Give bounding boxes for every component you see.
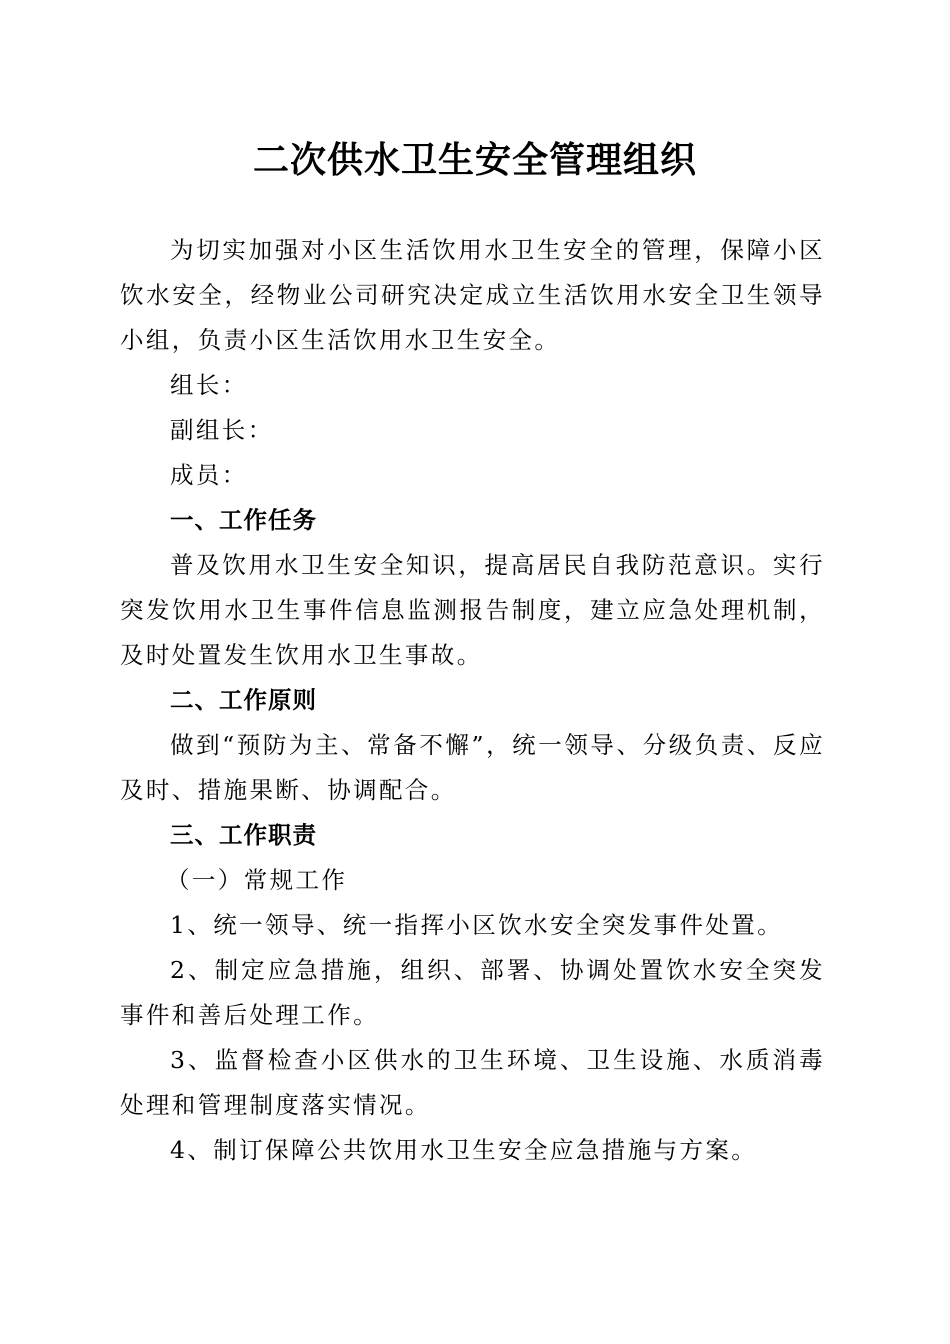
section-text-tasks: 普及饮用水卫生安全知识，提高居民自我防范意识。实行突发饮用水卫生事件信息监测报告制度，建立应急处理机制，及时处置发生饮用水卫生事故。	[120, 551, 825, 669]
duty-item: 3、监督检查小区供水的卫生环境、卫生设施、水质消毒处理和管理制度落实情况。	[120, 1046, 825, 1119]
section-heading-duties: 三、工作职责	[170, 821, 317, 849]
duty-item: 2、制定应急措施，组织、部署、协调处置饮水安全突发事件和善后处理工作。	[120, 956, 825, 1029]
section-text-principles: 做到“预防为主、常备不懈”，统一领导、分级负责、反应及时、措施果断、协调配合。	[120, 731, 825, 804]
section-heading-principles: 二、工作原则	[170, 686, 317, 714]
deputy-leader-line: 副组长：	[170, 416, 274, 444]
intro-paragraph: 为切实加强对小区生活饮用水卫生安全的管理，保障小区饮水安全，经物业公司研究决定成立生活饮用水安全卫生领导小组，负责小区生活饮用水卫生安全。	[120, 236, 825, 354]
document-body	[120, 228, 825, 1173]
subsection-heading-routine: （一）常规工作	[166, 866, 348, 894]
section-heading-tasks: 一、工作任务	[170, 506, 317, 534]
document-title: 二次供水卫生安全管理组织	[252, 139, 697, 181]
members-line: 成员：	[170, 461, 248, 489]
leader-line: 组长：	[170, 371, 248, 399]
duty-item: 1、统一领导、统一指挥小区饮水安全突发事件处置。	[170, 911, 784, 939]
duty-item: 4、制订保障公共饮用水卫生安全应急措施与方案。	[170, 1136, 758, 1164]
